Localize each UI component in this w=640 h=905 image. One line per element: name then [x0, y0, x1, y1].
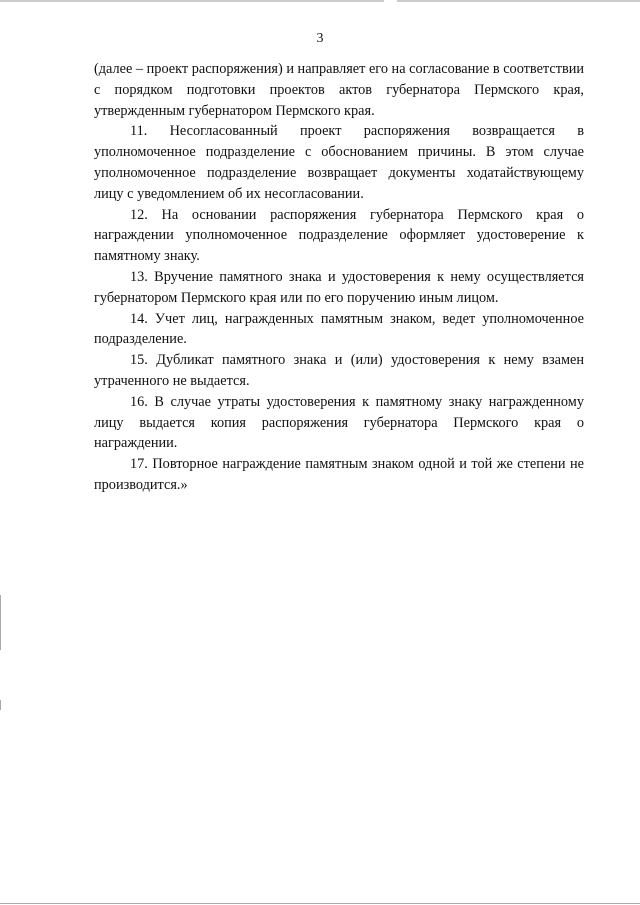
paragraph-item-11: 11. Несогласованный проект распоряжения возвращается в уполномоченное подразделение с обоснованием причины. В этом случае уполномоченное подразделение возвращает документы ходатайствующему лицу с уведомлением об их несогласовании.	[94, 123, 584, 202]
paragraph-item-14: 14. Учет лиц, награжденных памятным знаком, ведет уполномоченное подразделение.	[94, 310, 584, 348]
scan-left-edge-mark	[0, 595, 1, 650]
paragraph-item-16: 16. В случае утраты удостоверения к памятному знаку награжденному лицу выдается копия распоряжения губернатора Пермского края о награждении.	[94, 393, 584, 452]
paragraph-continuation: (далее – проект распоряжения) и направляет его на согласование в соответствии с порядком подготовки проектов актов губернатора Пермского края, утвержденным губернатором Пермского края.	[94, 61, 584, 119]
document-body	[94, 59, 584, 496]
paragraph-item-17: 17. Повторное награждение памятным знаком одной и той же степени не производится.»	[94, 456, 584, 493]
paragraph-item-15: 15. Дубликат памятного знака и (или) удостоверения к нему взамен утраченного не выдается.	[94, 352, 584, 389]
scan-top-edge	[0, 0, 640, 2]
paragraph-item-13: 13. Вручение памятного знака и удостоверения к нему осуществляется губернатором Пермского края или по его поручению иным лицом.	[94, 268, 584, 306]
scan-bottom-edge	[0, 903, 640, 904]
scan-left-edge-mark	[0, 700, 1, 710]
page-number: 3	[316, 31, 324, 46]
paragraph-item-12: 12. На основании распоряжения губернатора Пермского края о награждении уполномоченное подразделение оформляет удостоверение к памятному знаку.	[94, 206, 584, 265]
